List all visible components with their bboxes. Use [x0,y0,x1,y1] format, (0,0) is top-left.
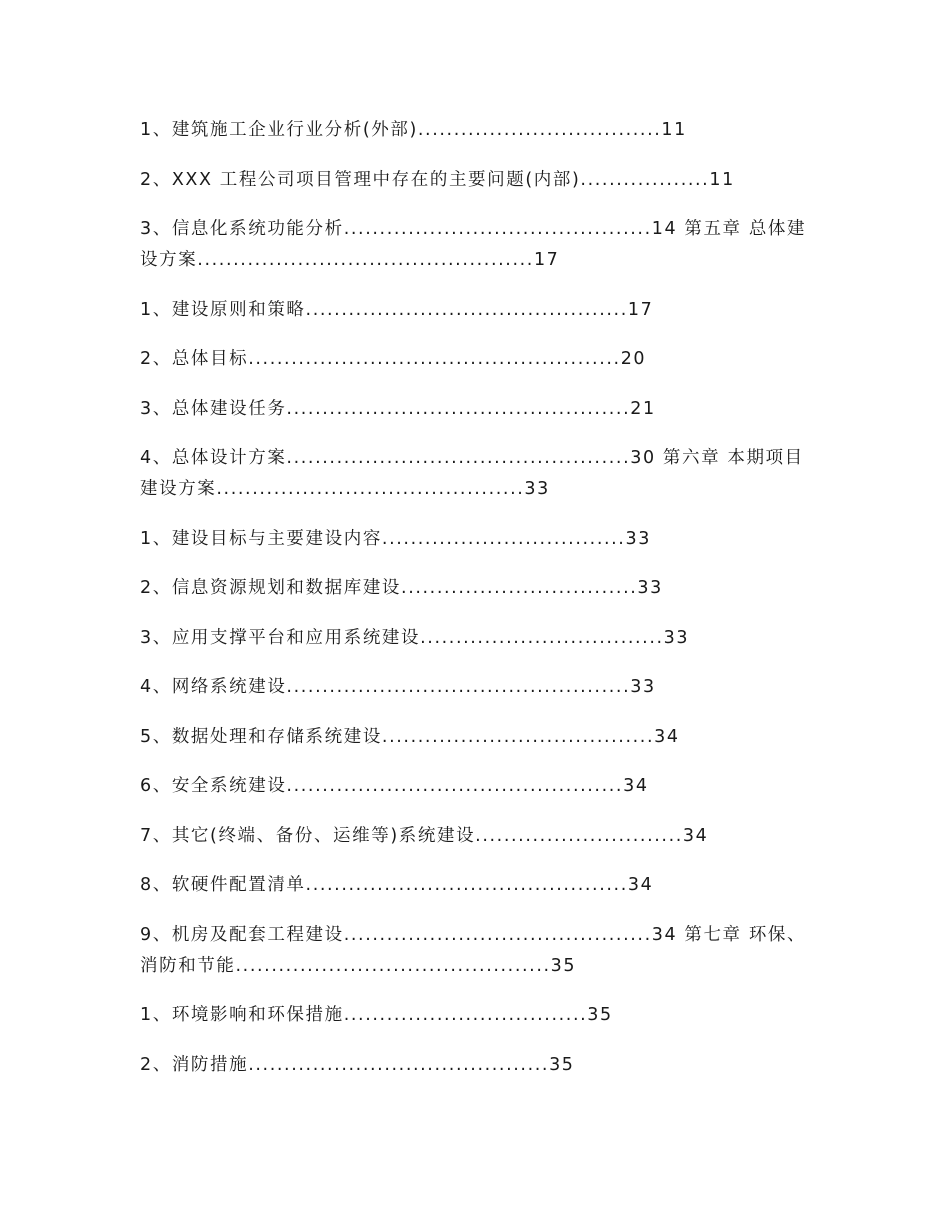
toc-entry-machine-room: 9、机房及配套工程建设...........................................34 第七章 环保、消防和节能............................................35 [140,924,807,976]
toc-entry-network-system: 4、网络系统建设................................................33 [140,677,656,697]
toc-entry-overall-tasks: 3、总体建设任务................................................21 [140,398,656,419]
toc-entry-building-industry-analysis: 1、建筑施工企业行业分析(外部)..................................11 [140,120,687,140]
toc-entry-hardware-software-list: 8、软硬件配置清单.............................................34 [140,875,654,895]
toc-entry-main-problems: 2、XXX 工程公司项目管理中存在的主要问题(内部)..................11 [140,169,735,190]
toc-entry-construction-goals: 1、建设目标与主要建设内容..................................33 [140,528,651,549]
toc-entry-security-system: 6、安全系统建设...............................................34 [140,776,649,796]
toc-entry-data-storage-system: 5、数据处理和存储系统建设......................................34 [140,726,680,747]
toc-entry-overall-design-plan: 4、总体设计方案................................................30 第六章 本期项目建设方案...........................................33 [140,448,804,499]
toc-entry-overall-goals: 2、总体目标....................................................20 [140,349,647,369]
toc-entry-other-systems: 7、其它(终端、备份、运维等)系统建设.............................34 [140,825,709,846]
toc-entry-fire-protection: 2、消防措施..........................................35 [140,1054,575,1075]
toc-entry-system-function-analysis: 3、信息化系统功能分析...........................................14 第五章 总体建设方案...............................................17 [140,219,807,270]
toc-entry-environmental-measures: 1、环境影响和环保措施..................................35 [140,1005,613,1025]
toc-entry-database-construction: 2、信息资源规划和数据库建设.................................33 [140,578,663,598]
table-of-contents [140,115,810,1099]
toc-entry-construction-principles: 1、建设原则和策略.............................................17 [140,299,654,320]
toc-entry-application-platform: 3、应用支撑平台和应用系统建设..................................33 [140,627,690,648]
